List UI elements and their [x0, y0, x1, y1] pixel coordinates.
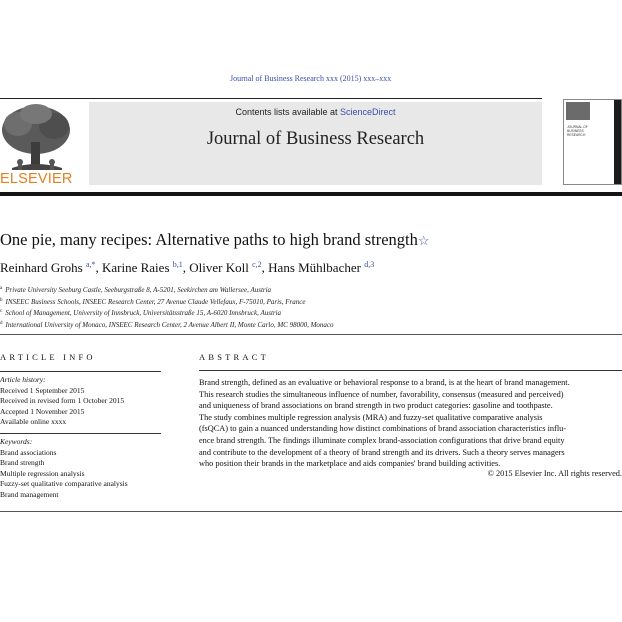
author-name: Karine Raies: [102, 260, 170, 275]
author-separator: ,: [261, 260, 269, 275]
abstract-line: Brand strength, defined as an evaluative or behavioral response to a brand, is at the heart of brand management.: [199, 378, 570, 387]
abstract-rule: [199, 370, 622, 371]
cover-image: [566, 102, 590, 120]
article-title-text: One pie, many recipes: Alternative paths to high brand strength: [0, 230, 418, 249]
affiliation-item: [0, 307, 334, 319]
affiliation-key: c: [0, 309, 3, 314]
sciencedirect-link[interactable]: ScienceDirect: [340, 107, 396, 117]
article-history: [0, 375, 124, 428]
cover-spine: [614, 100, 621, 185]
author-affiliation-marker[interactable]: b,1: [172, 260, 183, 269]
affiliation-text: INSEEC Business Schools, INSEEC Research Center, 27 Avenue Claude Vellefaux, F-75010, Paris, France: [5, 297, 306, 306]
history-item: Accepted 1 November 2015: [0, 406, 85, 416]
affiliation-list: [0, 284, 334, 330]
contents-line: [89, 107, 542, 117]
journal-reference[interactable]: Journal of Business Research xxx (2015) xxx–xxx: [230, 74, 392, 83]
affiliation-item: [0, 284, 334, 296]
abstract-line: This research studies the simultaneous influence of number, favorability, consensus (measured and perceived): [199, 389, 564, 399]
keyword-item: Multiple regression analysis: [0, 468, 85, 478]
affiliation-text: School of Management, University of Innsbruck, Universitätsstraße 15, A-6020 Innsbruck, Austria: [5, 309, 282, 317]
abstract-bottom-rule: [0, 511, 622, 512]
author-affiliation-marker[interactable]: c,2: [252, 260, 262, 269]
journal-title[interactable]: Journal of Business Research: [206, 129, 425, 149]
abstract-line: and uniqueness of brand associations on brand strength in two product categories: gasoline and toothpaste.: [199, 401, 553, 411]
abstract-line: and contribute to the development of a theory of brand strength and its drivers. Such a theory serves managers: [199, 447, 565, 457]
affiliation-key: b: [0, 297, 3, 303]
author-separator: ,: [95, 260, 102, 275]
abstract-line: who position their brands in the marketplace and aids companies' brand building activities.: [199, 459, 501, 469]
section-divider: [0, 334, 622, 335]
affiliation-item: [0, 296, 334, 308]
abstract-text: [199, 377, 622, 470]
author-affiliation-marker[interactable]: d,3: [364, 260, 375, 269]
author-list: [0, 260, 374, 276]
author-name: Reinhard Grohs: [0, 260, 83, 275]
copyright-notice: © 2015 Elsevier Inc. All rights reserved.: [487, 469, 622, 478]
keywords: [0, 437, 128, 500]
keyword-item: Brand management: [0, 489, 59, 499]
affiliation-item: [0, 319, 334, 331]
keyword-item: Brand associations: [0, 447, 57, 457]
article-history-label: Article history:: [0, 375, 46, 384]
author-affiliation-marker[interactable]: a,*: [85, 260, 96, 269]
history-item: Received 1 September 2015: [0, 385, 85, 395]
abstract-line: ence brand strength. The findings illuminate complex brand-association configurations that drive brand equity: [199, 435, 565, 445]
article-info-heading: ARTICLE INFO: [0, 352, 96, 362]
history-item: Received in revised form 1 October 2015: [0, 396, 125, 405]
author-name: Hans Mühlbacher: [268, 260, 361, 275]
author-name: Oliver Koll: [189, 260, 249, 275]
title-footnote-star-icon[interactable]: ☆: [417, 233, 430, 248]
abstract-heading: ABSTRACT: [199, 352, 269, 362]
contents-prefix: Contents lists available at: [235, 107, 341, 117]
affiliation-text: Private University Seeburg Castle, Seeburgstraße 8, A-5201, Seekirchen am Wallersee, Austria: [5, 286, 272, 294]
keywords-rule: [0, 433, 161, 434]
abstract-line: The study combines multiple regression analysis (MRA) and fuzzy-set qualitative comparative analysis: [199, 412, 543, 422]
affiliation-text: International University of Monaco, INSEEC Research Center, 2 Avenue Albert II, Monte Carlo, MC 98000, Monaco: [5, 320, 334, 329]
article-title: [0, 230, 430, 250]
affiliation-key: d: [0, 320, 3, 326]
header-top-rule: [0, 98, 542, 99]
history-item: Available online xxxx: [0, 417, 67, 426]
cover-title: JOURNAL OF BUSINESS RESEARCH: [567, 125, 588, 137]
article-info-rule: [0, 371, 161, 372]
header-thick-rule: [0, 192, 622, 196]
publisher-logo-text: ELSEVIER: [0, 171, 73, 187]
keywords-label: Keywords:: [0, 437, 33, 446]
keyword-item: Fuzzy-set qualitative comparative analysis: [0, 479, 128, 488]
author-separator: ,: [182, 260, 190, 275]
abstract-line: (fsQCA) to gain a nuanced understanding how distinct combinations of brand association characteristics influ-: [199, 424, 567, 434]
journal-cover-thumbnail[interactable]: [563, 99, 622, 185]
affiliation-key: a: [0, 286, 3, 291]
keyword-item: Brand strength: [0, 458, 45, 467]
